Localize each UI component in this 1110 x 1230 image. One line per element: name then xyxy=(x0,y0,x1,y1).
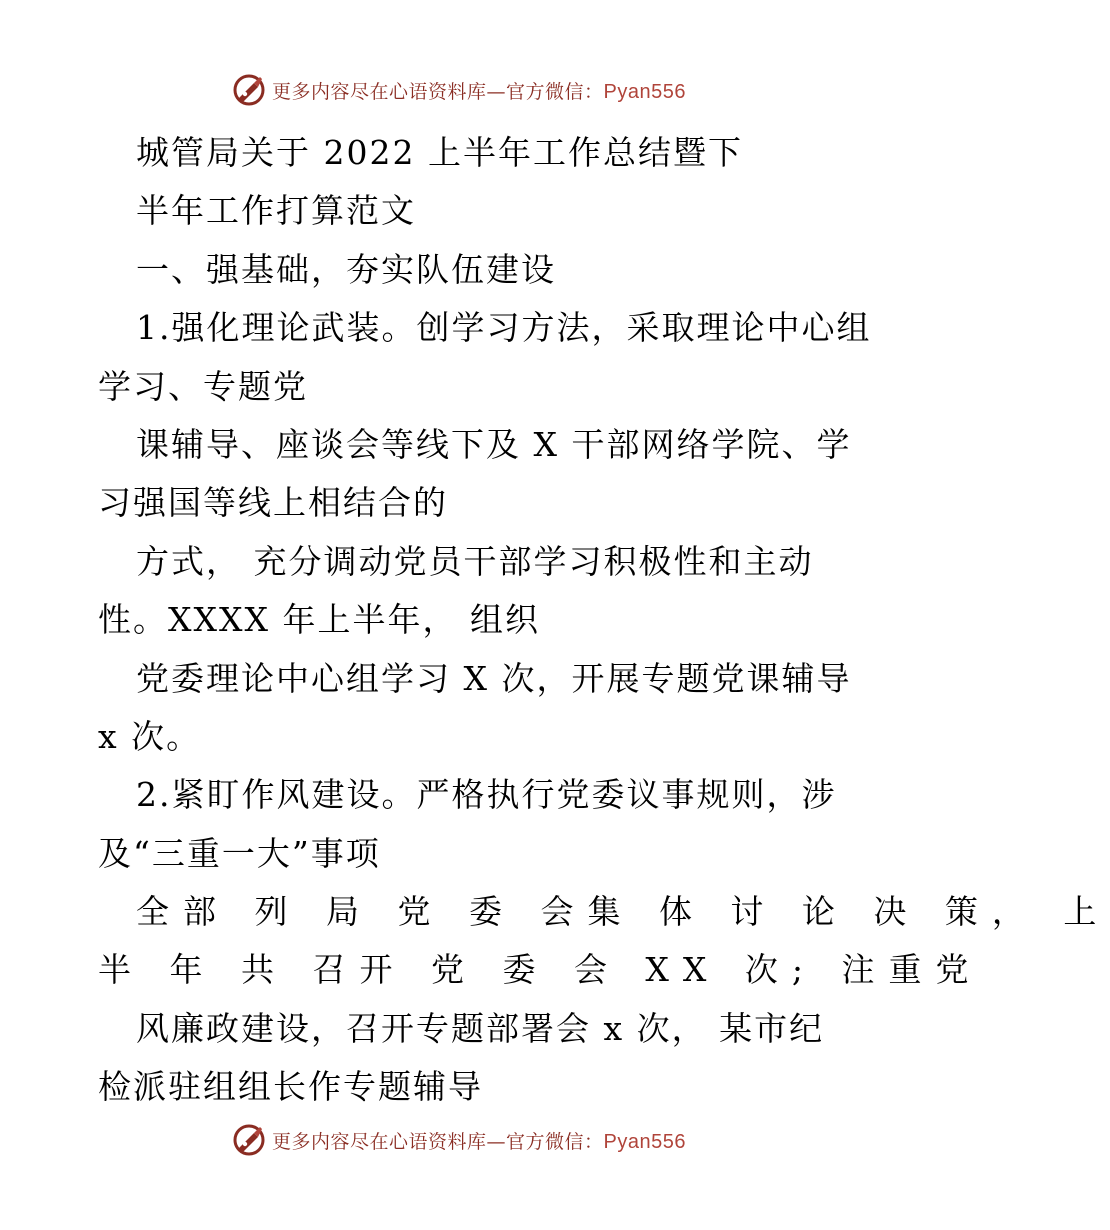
footer-banner-wechat-label: 官方微信： xyxy=(506,1130,604,1153)
doc-line: 半 年 共 召开 党 委 会 XX 次; 注重党 xyxy=(98,950,983,990)
doc-line: 城管局关于 2022 上半年工作总结暨下 xyxy=(136,133,743,172)
doc-line: 党委理论中心组学习 X 次，开展专题党课辅导 xyxy=(136,658,852,698)
doc-line: 及“三重一大”事项 xyxy=(98,833,381,873)
doc-line: 性。XXXX 年上半年， 组织 xyxy=(98,600,540,640)
doc-line: 学习、专题党 xyxy=(98,366,308,406)
pen-swirl-logo-icon xyxy=(232,73,266,107)
footer-banner-slogan: 更多内容尽在心语资料库 xyxy=(272,1130,487,1153)
header-banner-wechat-id: Pyan556 xyxy=(603,80,686,103)
footer-banner-dash: — xyxy=(486,1130,507,1153)
doc-line: 半年工作打算范文 xyxy=(136,191,416,231)
doc-line: 2.紧盯作风建设。严格执行党委议事规则，涉 xyxy=(136,775,837,815)
doc-line: 方式， 充分调动党员干部学习积极性和主动 xyxy=(136,541,814,581)
footer-banner-text xyxy=(272,1127,686,1154)
document-body xyxy=(98,124,1110,1117)
doc-line: x 次。 xyxy=(98,716,202,756)
header-banner-text xyxy=(272,77,686,104)
doc-line: 检派驻组组长作专题辅导 xyxy=(98,1067,483,1107)
footer-banner xyxy=(232,1120,732,1160)
doc-line: 风廉政建设，召开专题部署会 x 次， 某市纪 xyxy=(136,1008,825,1048)
doc-line: 一、强基础，夯实队伍建设 xyxy=(136,249,556,289)
doc-line: 课辅导、座谈会等线下及 X 干部网络学院、学 xyxy=(136,424,852,464)
doc-line: 全部 列 局 党 委 会集 体 讨 论 决 策， 上 xyxy=(136,892,1110,932)
header-banner-slogan: 更多内容尽在心语资料库 xyxy=(272,80,487,103)
header-banner-wechat-label: 官方微信： xyxy=(506,80,604,103)
header-banner xyxy=(232,70,732,110)
pen-swirl-logo-icon xyxy=(232,1123,266,1157)
footer-banner-wechat-id: Pyan556 xyxy=(603,1130,686,1153)
doc-line: 1.强化理论武装。创学习方法，采取理论中心组 xyxy=(136,308,872,348)
header-banner-dash: — xyxy=(486,80,507,103)
doc-line: 习强国等线上相结合的 xyxy=(98,483,448,523)
